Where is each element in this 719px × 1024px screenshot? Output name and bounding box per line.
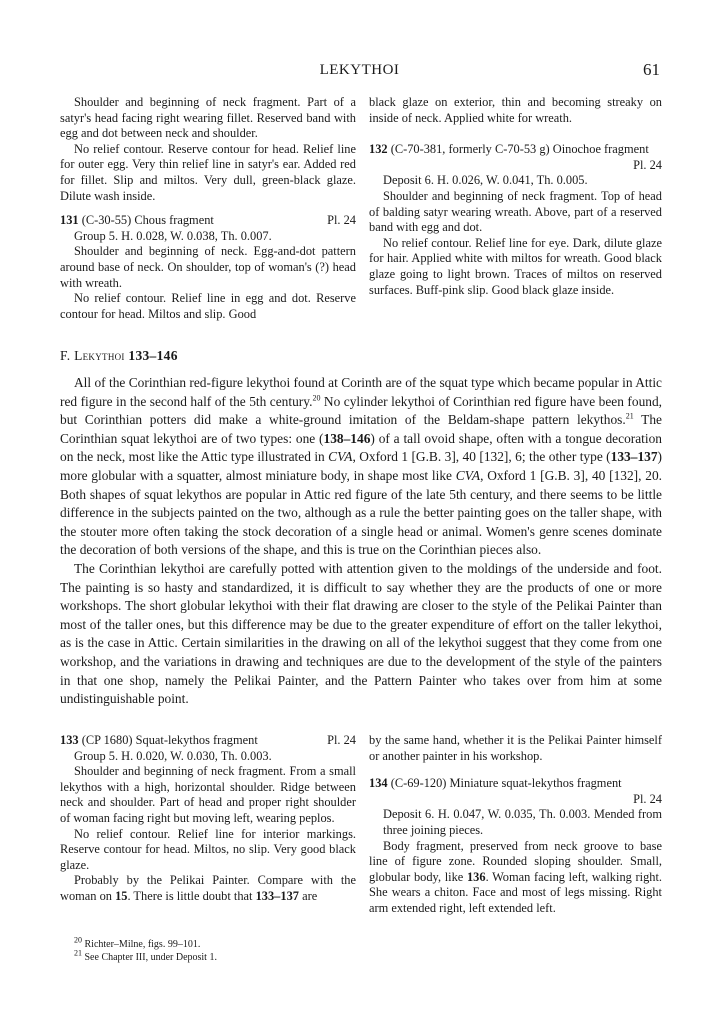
entry-134-plate: Pl. 24: [633, 791, 662, 806]
entry-131-description: Shoulder and beginning of neck. Egg-and-dot pattern around base of neck. On shoulder, top of woman's (?) head with wreath.: [60, 244, 356, 290]
entry-132-number: 132: [369, 142, 388, 157]
entry-133-continuation: by the same hand, whether it is the Pelikai Painter himself or another painter in his workshop.: [369, 733, 662, 763]
top-left-column: [60, 95, 356, 322]
entry-133-number: 133: [60, 733, 79, 747]
page-number: 61: [643, 60, 660, 79]
footnote-20: $^{20}$ Richter–Milne, figs. 99–101.: [74, 935, 201, 950]
entry-131-number: 131: [60, 213, 79, 228]
entry-133-heading: [60, 733, 356, 749]
top-right-column: [369, 95, 662, 298]
section-range: 133–146: [128, 348, 178, 363]
section-heading: [60, 348, 178, 364]
entry-130-description: Shoulder and beginning of neck fragment. Part of a satyr's head facing right wearing fillet. Reserved band with egg and dot between neck and shoulder.: [60, 95, 356, 141]
entry-133-attribution: Probably by the Pelikai Painter. Compare with the woman on 15. There is little doubt that 133–137 are: [60, 873, 356, 903]
footnote-ref-20: 20: [312, 393, 321, 403]
entry-132-technique: No relief contour. Relief line for eye. Dark, dilute glaze for hair. Applied white with miltos for wreath. Good black glaze going to light brown. Traces of miltos on reserved surfaces. Buff-pink slip. Good black glaze inside.: [369, 235, 662, 297]
catalog-ref: 133–137: [610, 449, 658, 465]
body-paragraph-1: All of the Corinthian red-figure lekythoi found at Corinth are of the squat type which became popular in Attic red figure in the second half of the 5th century.$^{20}$ No cylinder lekythoi of Corinthian red figure have been found, but Corinthian potters did make a white-ground imitation of the Beldam-shape pattern lekythos.$^{21}$ The Corinthian squat lekythoi are of two types: one (138–146) of a tall ovoid shape, often with a tongue decoration on the neck, most like the Attic type illustrated in CVA, Oxford 1 [G.B. 3], 40 [132], 6; the other type (133–137) more globular with a squatter, almost miniature body, in shape most like CVA, Oxford 1 [G.B. 3], 40 [132], 20. Both shapes of squat lekythos are popular in Attic red figure of the late 5th century, and there seems to be little difference in the subjects painted on the two, although as a rule the better painting goes on the taller shape, with the stouter more often taking the stock decoration of a single head or animal. Women's genre scenes dominate the decoration of both versions of the shape, and this is true on the Corinthian pieces also.: [60, 375, 663, 558]
cva-citation: CVA: [455, 467, 481, 483]
body-text: [60, 374, 662, 709]
footnotes: [60, 935, 217, 964]
entry-134-identifier: (C-69-120) Miniature squat-lekythos fragment: [387, 776, 622, 791]
section-name: Lekythoi: [74, 348, 125, 363]
body-paragraph-2: The Corinthian lekythoi are carefully potted with attention given to the moldings of the underside and foot. The painting is so hasty and standardized, it is difficult to say whether they are the products of one or more workshops. The short globular lekythoi with their flat drawing are closer to the style of the Pelikai Painter than most of the taller ones, but this difference may be due to the greater expenditure of effort on the taller lekythoi, as is the case in Attic. Certain similarities in the drawing on all of the lekythoi suggest that they come from one workshop, and the variations in drawing and techniques are due to the development of the style of the painters in that one shop, namely the Pelikai Painter, and the Pattern Painter who takes over from him at some undistinguishable point.: [60, 560, 662, 707]
entry-133-meta: Group 5. H. 0.020, W. 0.030, Th. 0.003.: [74, 748, 272, 763]
cva-citation: CVA: [328, 449, 353, 465]
entry-130-technique: No relief contour. Reserve contour for head. Relief line for outer egg. Very thin relief line in satyr's ear. Added red for fillet. Slip and miltos. Very dull, green-black glaze. Dilute wash inside.: [60, 141, 356, 203]
entry-131-technique: No relief contour. Relief line in egg and dot. Reserve contour for head. Miltos and slip. Good: [60, 291, 356, 321]
bottom-right-column: [369, 733, 662, 917]
section-prefix: F.: [60, 348, 75, 363]
catalog-ref: 15: [115, 888, 128, 903]
entry-131-heading: [60, 213, 356, 229]
entry-132-meta: Deposit 6. H. 0.026, W. 0.041, Th. 0.005.: [383, 173, 588, 188]
entry-131-continuation: black glaze on exterior, thin and becoming streaky on inside of neck. Applied white for wreath.: [369, 95, 662, 125]
catalog-ref: 133–137: [255, 888, 299, 903]
entry-134-number: 134: [369, 776, 388, 791]
entry-131-identifier: (C-30-55) Chous fragment: [78, 213, 214, 228]
entry-133-plate: Pl. 24: [327, 733, 356, 747]
footnote-21: $^{21}$ See Chapter III, under Deposit 1.: [74, 948, 217, 963]
entry-132-heading: [369, 142, 662, 158]
entry-132-description: Shoulder and beginning of neck fragment. Top of head of balding satyr wearing wreath. Above, part of a reserved band with egg and dot.: [369, 188, 662, 235]
entry-133-technique: No relief contour. Relief line for interior markings. Reserve contour for head. Miltos, no slip. Very good black glaze.: [60, 826, 356, 872]
entry-134-meta: Deposit 6. H. 0.047, W. 0.035, Th. 0.003. Mended from three joining pieces.: [383, 807, 662, 837]
running-title: LEKYTHOI: [319, 62, 400, 78]
entry-134-heading: [369, 776, 662, 792]
footnote-ref-21: 21: [625, 411, 634, 421]
bottom-left-column: [60, 733, 356, 905]
entry-133-description: Shoulder and beginning of neck fragment. From a small lekythos with a high, horizontal shoulder. Ridge between neck and shoulder. Part of head and proper right shoulder of woman facing right but moving left, wearing peplos.: [60, 764, 356, 825]
entry-134-description: Body fragment, preserved from neck groove to base line of figure zone. Rounded sloping shoulder. Small, globular body, like 136. Woman facing left, walking right. She wears a chiton. Face and most of legs missing. Right arm extended right, left extended left.: [369, 838, 663, 915]
catalog-ref: 136: [466, 869, 486, 884]
entry-132-identifier: (C-70-381, formerly C-70-53 g) Oinochoe fragment: [387, 142, 649, 157]
entry-131-meta: Group 5. H. 0.028, W. 0.038, Th. 0.007.: [74, 228, 272, 243]
entry-133-identifier: (CP 1680) Squat-lekythos fragment: [78, 733, 258, 747]
entry-132-plate: Pl. 24: [633, 157, 662, 172]
catalog-ref: 138–146: [323, 430, 371, 446]
entry-131-plate: Pl. 24: [327, 213, 356, 228]
